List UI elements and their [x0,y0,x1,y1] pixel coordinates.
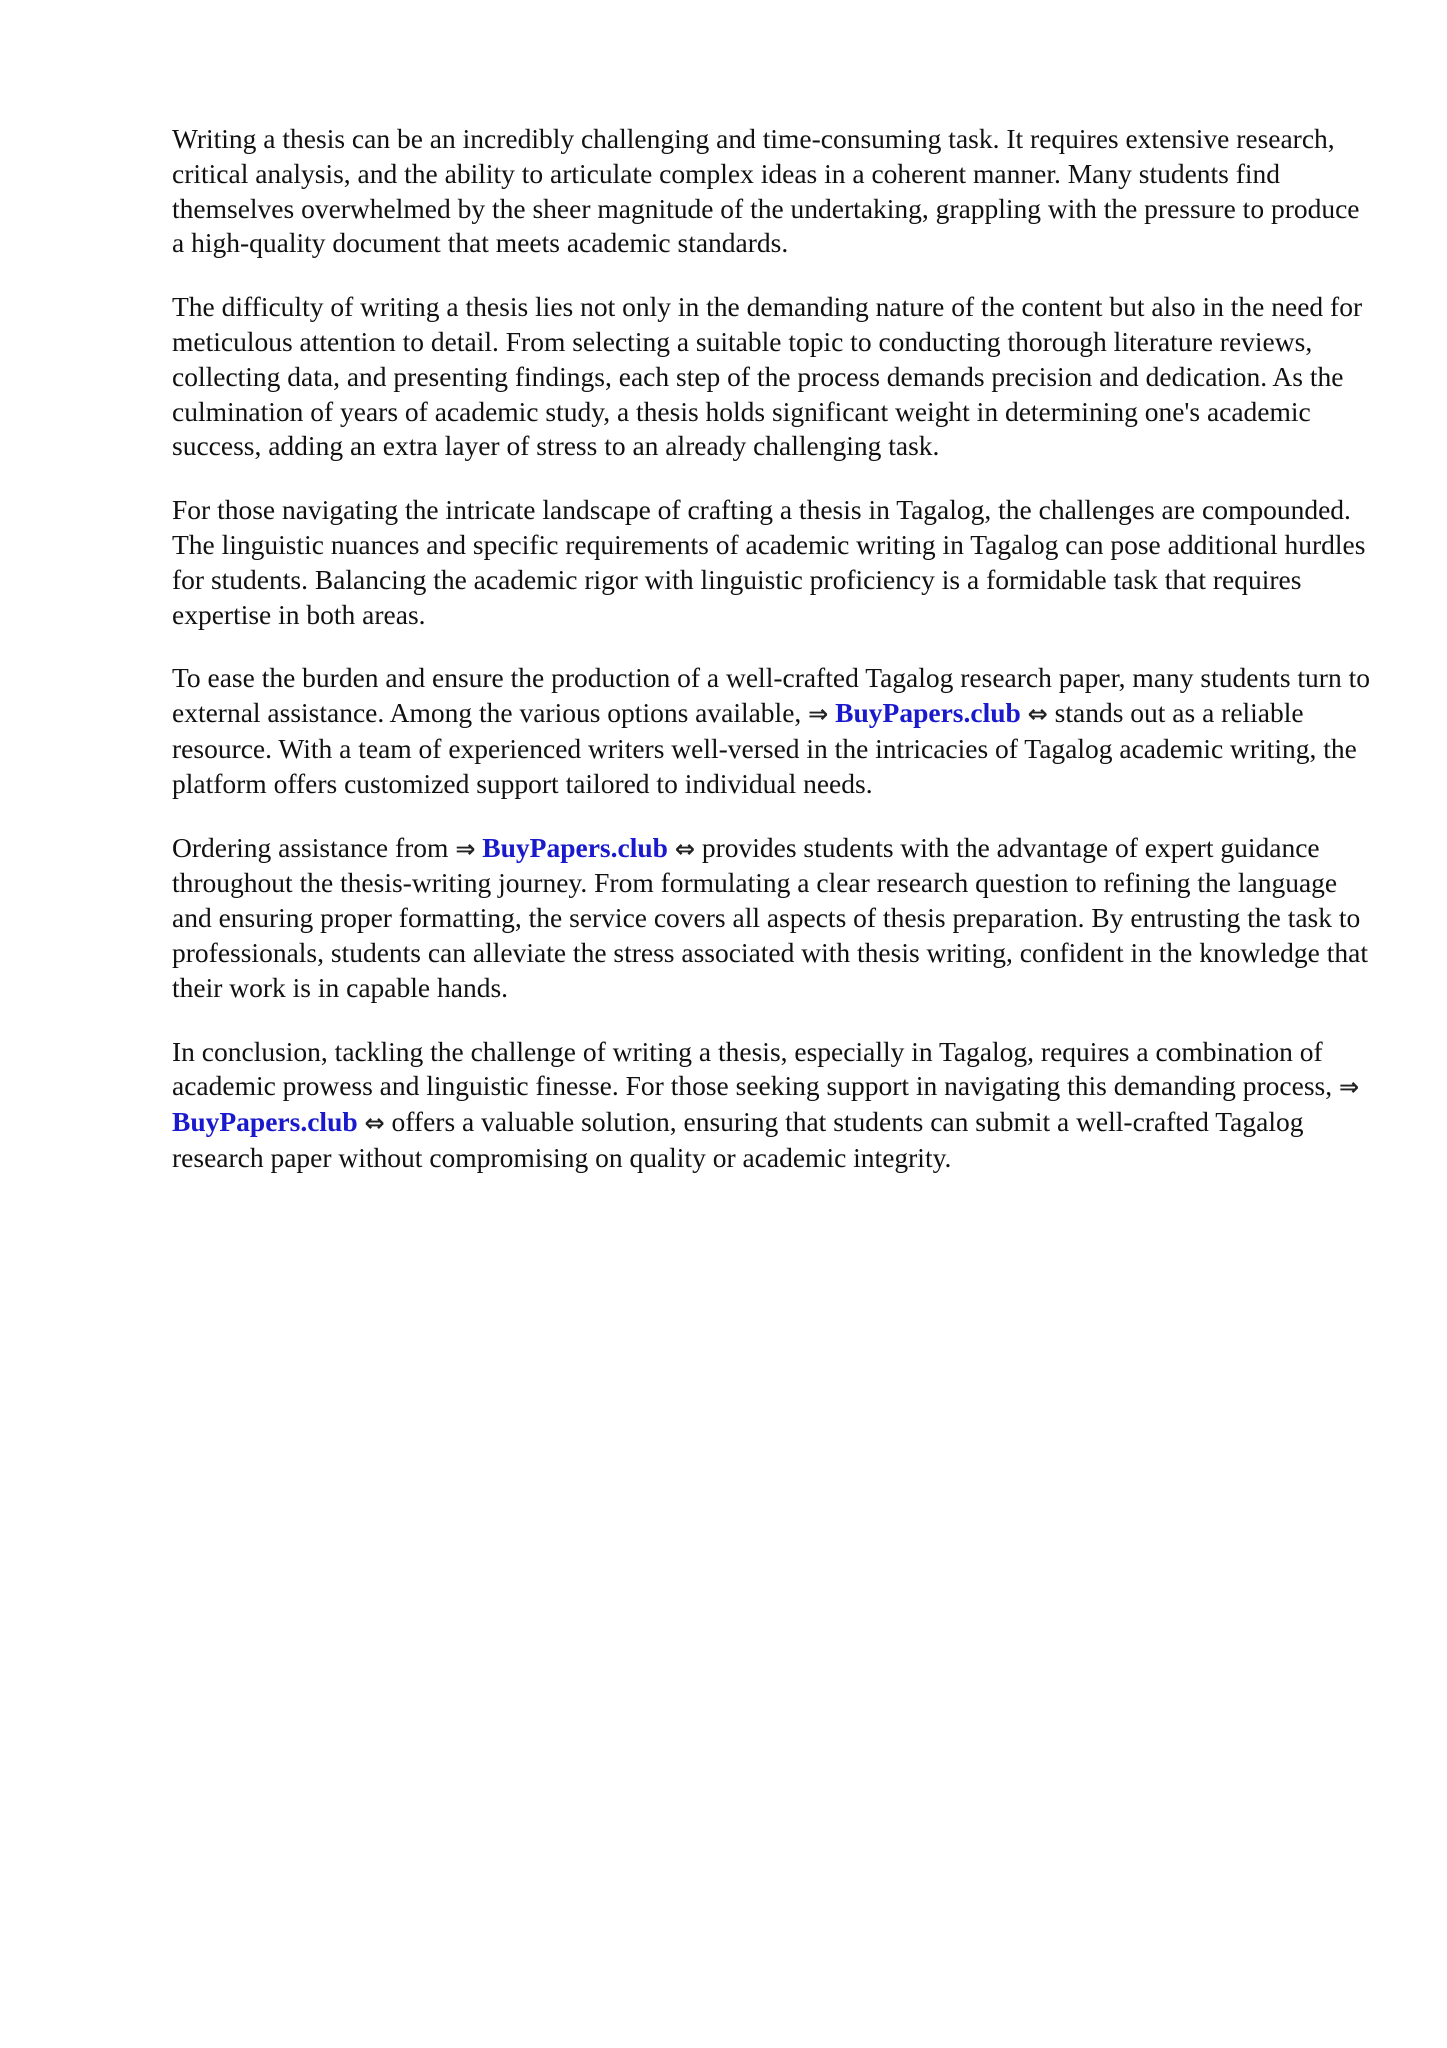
paragraph-difficulty: The difficulty of writing a thesis lies not only in the demanding nature of the content but also in the need for meticulous attention to detail. From selecting a suitable topic to conducting thorough literature reviews, collecting data, and presenting findings, each step of the process demands precision and dedication. As the culmination of years of academic study, a thesis holds significant weight in determining one's academic success, adding an extra layer of stress to an already challenging task. [172,291,1363,462]
paragraph-tagalog-challenges: For those navigating the intricate landscape of crafting a thesis in Tagalog, the challenges are compounded. The linguistic nuances and specific requirements of academic writing in Tagalog can pose additional hurdles for students. Balancing the academic rigor with linguistic proficiency is a formidable task that requires expertise in both areas. [172,494,1366,630]
right-double-arrow-icon: ⇒ [1339,1073,1360,1102]
paragraph-text: To ease the burden and ensure the production of a well-crafted Tagalog research paper, many students turn to external assistance. Among the various options available, [172,662,1370,729]
paragraph-text: offers a valuable solution, ensuring that students can submit a well-crafted Tagalog research paper without compromising on quality or academic integrity. [172,1106,1304,1173]
paragraph-text: stands out as a reliable resource. With a team of experienced writers well-versed in the intricacies of Tagalog academic writing, the platform offers customized support tailored to individual needs. [172,697,1357,799]
paragraph-text: provides students with the advantage of expert guidance throughout the thesis-writing journey. From formulating a clear research question to refining the language and ensuring proper formatting, the service covers all aspects of thesis preparation. By entrusting the task to professionals, students can alleviate the stress associated with thesis writing, confident in the knowledge that their work is in capable hands. [172,831,1368,1003]
paragraph-intro: Writing a thesis can be an incredibly challenging and time-consuming task. It requires extensive research, critical analysis, and the ability to articulate complex ideas in a coherent manner. Many students find themselves overwhelmed by the sheer magnitude of the undertaking, grappling with the pressure to produce a high-quality document that meets academic standards. [172,123,1360,259]
buypapers-link[interactable]: BuyPapers.club [172,1106,358,1138]
buypapers-link[interactable]: BuyPapers.club [482,831,668,863]
right-double-arrow-icon: ⇒ [455,834,476,863]
paragraph-ordering-assistance [172,831,1377,1006]
document-body [172,122,1377,1205]
paragraph-conclusion [172,1035,1377,1176]
paragraph-text: In conclusion, tackling the challenge of writing a thesis, especially in Tagalog, requires a combination of academic prowess and linguistic finesse. For those seeking support in navigating this demanding process, [172,1035,1333,1102]
left-right-double-arrow-icon: ⇔ [364,1109,385,1138]
right-double-arrow-icon: ⇒ [808,700,829,729]
paragraph-external-assistance [172,661,1377,801]
paragraph-text: Ordering assistance from [172,831,449,863]
buypapers-link[interactable]: BuyPapers.club [835,697,1021,729]
left-right-double-arrow-icon: ⇔ [1027,700,1048,729]
left-right-double-arrow-icon: ⇔ [674,834,695,863]
